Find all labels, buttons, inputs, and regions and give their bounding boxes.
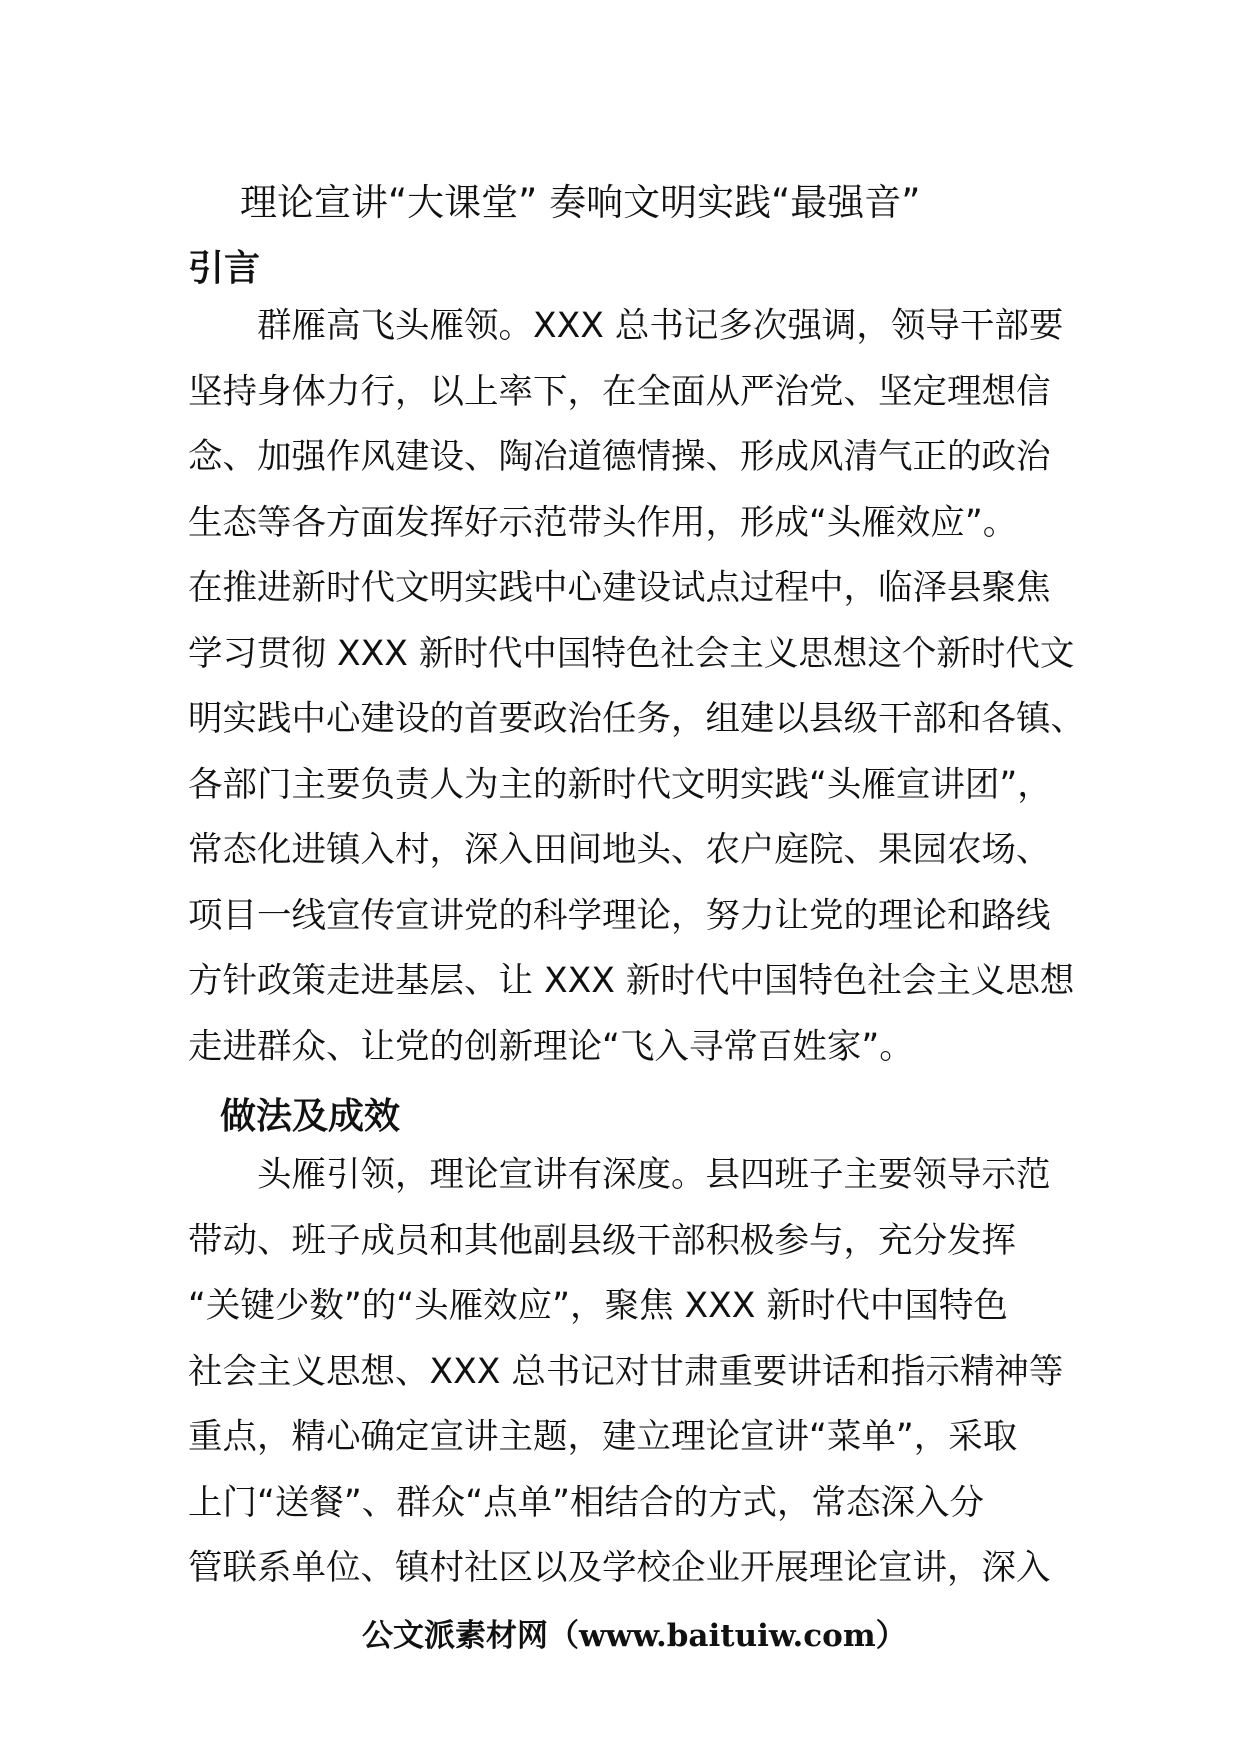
text-line: 常态化进镇入村，深入田间地头、农户庭院、果园农场、	[188, 830, 1051, 870]
text-line: 坚持身体力行，以上率下，在全面从严治党、坚定理想信	[188, 371, 1051, 412]
text-line: 带动、班子成员和其他副县级干部积极参与，充分发挥	[188, 1220, 1016, 1261]
text-line: 走进群众、让党的创新理论“飞入寻常百姓家”。	[188, 1026, 914, 1067]
paragraph-method	[188, 1143, 1068, 1602]
text-line: 重点，精心确定宣讲主题，建立理论宣讲“菜单”，采取	[188, 1417, 1018, 1457]
text-line: 项目一线宣传宣讲党的科学理论，努力让党的理论和路线	[188, 895, 1051, 936]
text-line: 方针政策走进基层、让 XXX 新时代中国特色社会主义思想	[188, 961, 1075, 1001]
text-line: 念、加强作风建设、陶冶道德情操、形成风清气正的政治	[188, 437, 1051, 477]
text-line: 上门“送餐”、群众“点单”相结合的方式，常态深入分	[188, 1482, 984, 1523]
text-line: 头雁引领，理论宣讲有深度。县四班子主要领导示范	[188, 1155, 1051, 1195]
text-line: 社会主义思想、XXX 总书记对甘肃重要讲话和指示精神等	[188, 1351, 1064, 1392]
paragraph-intro	[188, 294, 1085, 1080]
text-line: 在推进新时代文明实践中心建设试点过程中，临泽县聚焦	[188, 568, 1051, 608]
document-title: 理论宣讲“大课堂” 奏响文明实践“最强音”	[240, 181, 921, 224]
section-heading-intro: 引言	[188, 248, 261, 289]
text-line: 明实践中心建设的首要政治任务，组建以县级干部和各镇、	[188, 699, 1085, 739]
text-line: 学习贯彻 XXX 新时代中国特色社会主义思想这个新时代文	[188, 633, 1075, 674]
text-line: 管联系单位、镇村社区以及学校企业开展理论宣讲，深入	[188, 1548, 1051, 1588]
text-line: “关键少数”的“头雁效应”，聚焦 XXX 新时代中国特色	[188, 1286, 1008, 1326]
footer-source: 公文派素材网（www.baituiw.com）	[362, 1618, 907, 1654]
text-line: 生态等各方面发挥好示范带头作用，形成“头雁效应”。	[188, 502, 1018, 543]
text-line: 各部门主要负责人为主的新时代文明实践“头雁宣讲团”，	[188, 764, 1052, 805]
section-heading-method: 做法及成效	[220, 1096, 401, 1137]
text-line: 群雁高飞头雁领。XXX 总书记多次强调，领导干部要	[188, 306, 1064, 346]
